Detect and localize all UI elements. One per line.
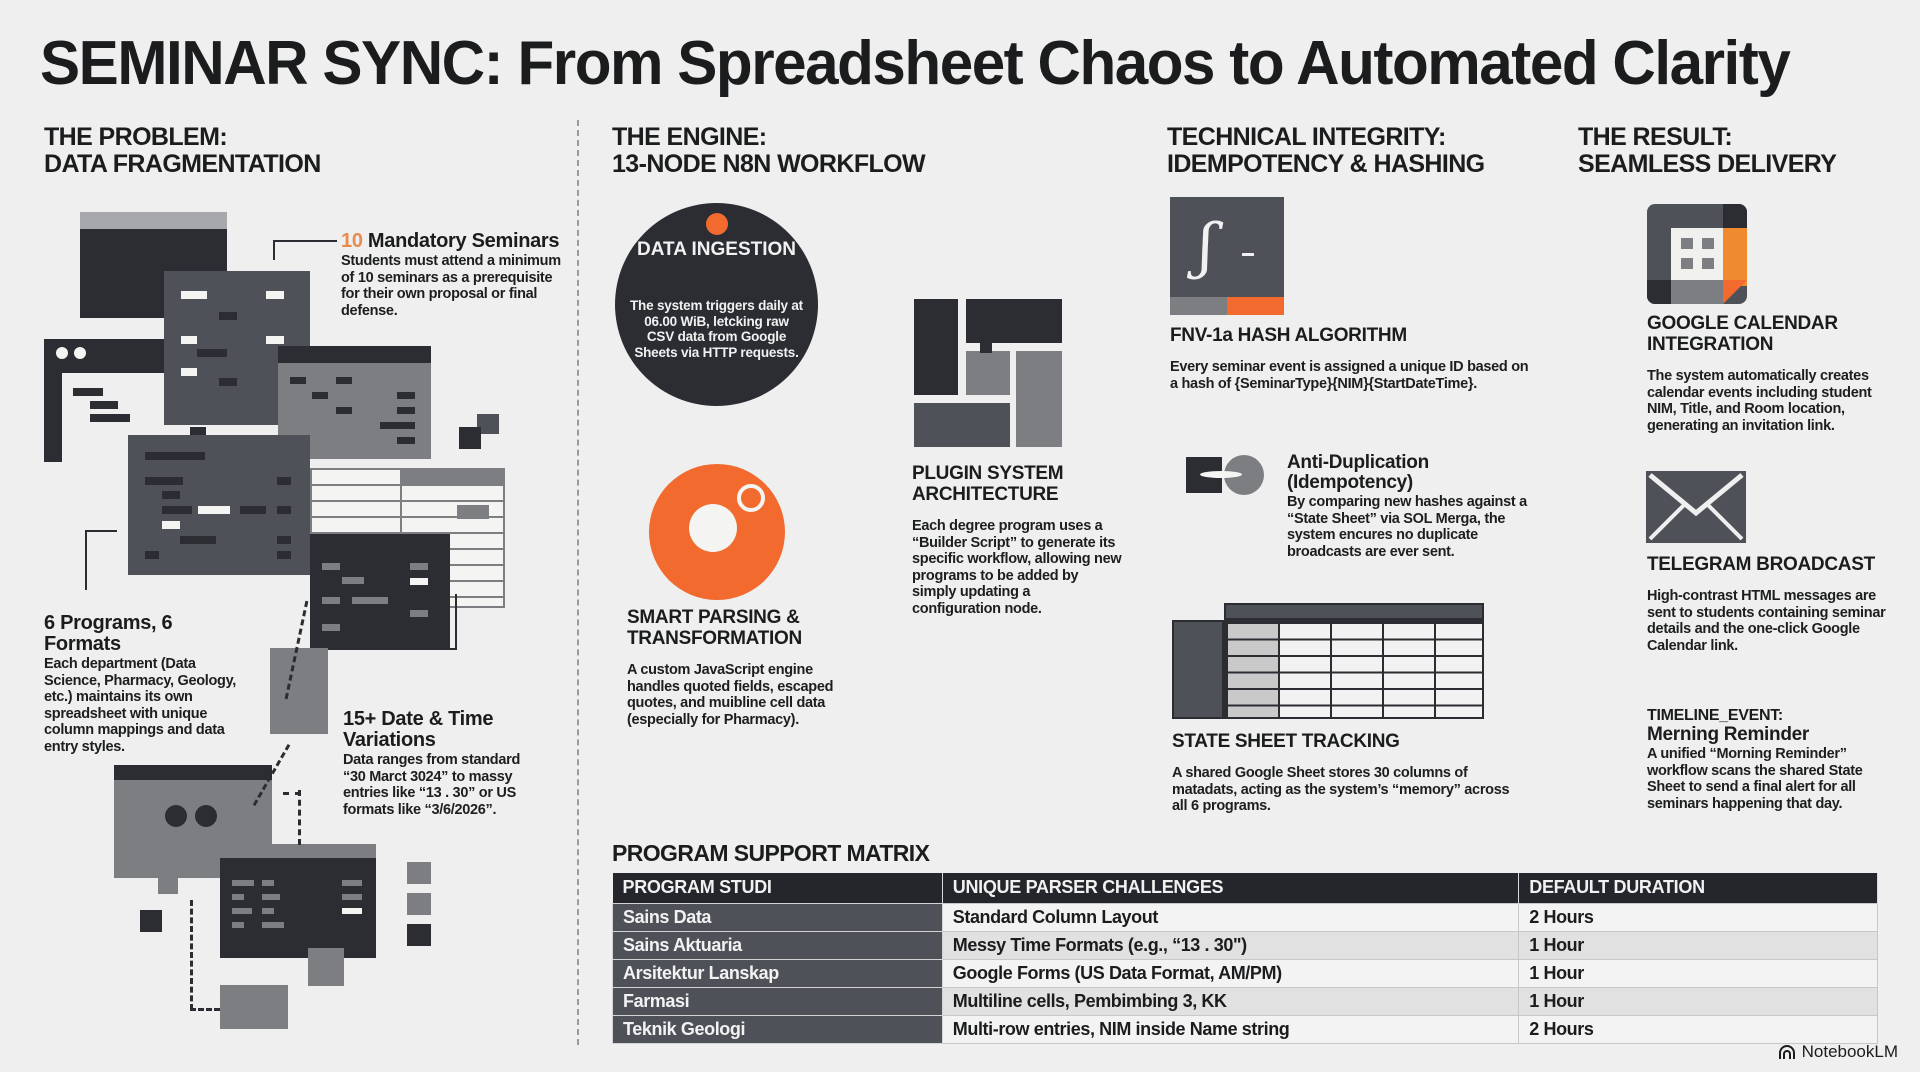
telegram-block [1647, 554, 1887, 654]
state-title: STATE SHEET TRACKING [1172, 731, 1400, 752]
duration-cell: 2 Hours [1519, 903, 1878, 931]
program-support-matrix [612, 873, 1878, 1044]
notebooklm-brand: NotebookLM [1778, 1042, 1898, 1062]
timeline-body: A unified “Morning Reminder” workflow scans the shared State Sheet to send a final alert for all seminars happening that day. [1647, 746, 1863, 812]
ingestion-body: The system triggers daily at 06.00 WiB, letcking raw CSV data from Google Sheets via HTTP requests. [630, 298, 803, 360]
date-variations-block [343, 709, 533, 818]
table-row [613, 903, 1878, 931]
program-cell: Sains Data [613, 903, 943, 931]
plugin-block [912, 463, 1122, 617]
plugin-title: PLUGIN SYSTEM ARCHITECTURE [912, 463, 1064, 505]
variations-body: Data ranges from standard “30 Marct 3024” to massy entries like “13 . 30” or US formats like “3/6/2026”. [343, 752, 521, 818]
problem-heading: THE PROBLEM: DATA FRAGMENTATION [44, 123, 321, 178]
anti-dup-title: Anti-Duplication (Idempotency) [1287, 452, 1429, 493]
ingestion-title: DATA INGESTION [636, 239, 797, 260]
challenge-cell: Google Forms (US Data Format, AM/PM) [942, 959, 1519, 987]
duration-cell: 2 Hours [1519, 1015, 1878, 1043]
telegram-title: TELEGRAM BROADCAST [1647, 554, 1875, 575]
column-header: UNIQUE PARSER CHALLENGES [942, 873, 1519, 903]
duration-cell: 1 Hour [1519, 959, 1878, 987]
telegram-body: High-contrast HTML messages are sent to students containing seminar details and the one-click Google Calendar link. [1647, 588, 1886, 654]
challenge-cell: Multi-row entries, NIM inside Name string [942, 1015, 1519, 1043]
program-cell: Teknik Geologi [613, 1015, 943, 1043]
mandatory-body: Students must attend a minimum of 10 seminars as a prerequisite for their own proposal or final defense. [341, 253, 561, 319]
plugin-body: Each degree program uses a “Builder Script” to generate its specific workflow, allowing new programs to be added by simply updating a configuration node. [912, 518, 1122, 617]
smart-parsing-icon [649, 464, 785, 600]
variations-title: 15+ Date & Time Variations [343, 708, 494, 751]
table-row [613, 987, 1878, 1015]
hash-block [1170, 325, 1530, 392]
state-body: A shared Google Sheet stores 30 columns of matadats, acting as the system’s “memory” across all 6 programs. [1172, 765, 1510, 814]
table-row [613, 959, 1878, 987]
duration-cell: 1 Hour [1519, 931, 1878, 959]
state-sheet-block [1172, 731, 1512, 815]
page-title: SEMINAR SYNC: From Spreadsheet Chaos to Automated Clarity [40, 29, 1790, 98]
program-cell: Arsitektur Lanskap [613, 959, 943, 987]
integrity-heading: TECHNICAL INTEGRITY: IDEMPOTENCY & HASHING [1167, 123, 1485, 178]
parsing-block [627, 607, 847, 728]
calendar-body: The system automatically creates calendar events including student NIM, Title, and Room location, generating an invitation link. [1647, 368, 1872, 434]
hash-title: FNV-1a HASH ALGORITHM [1170, 325, 1407, 346]
mandatory-count: 10 [341, 230, 363, 252]
spreadsheet-chaos-illustration [0, 0, 560, 1072]
column-header: DEFAULT DURATION [1519, 873, 1878, 903]
state-sheet-grid-icon [1172, 603, 1484, 719]
timeline-block [1647, 707, 1887, 812]
challenge-cell: Messy Time Formats (e.g., “13 . 30") [942, 931, 1519, 959]
duration-cell: 1 Hour [1519, 987, 1878, 1015]
program-cell: Farmasi [613, 987, 943, 1015]
programs-formats-block [44, 613, 244, 755]
timeline-label: TIMELINE_EVENT: [1647, 707, 1783, 724]
notebooklm-logo-icon [1778, 1044, 1796, 1060]
table-row [613, 931, 1878, 959]
parsing-body: A custom JavaScript engine handles quoted fields, escaped quotes, and muibline cell data (especially for Pharmacy). [627, 662, 834, 728]
data-ingestion-node [615, 203, 818, 406]
timeline-title: Merning Reminder [1647, 724, 1809, 745]
anti-dup-body: By comparing new hashes against a “State Sheet” via SOL Merga, the system encures no duplicate broadcasts are ever sent. [1287, 494, 1527, 560]
trigger-dot-icon [706, 213, 728, 235]
calendar-block [1647, 313, 1887, 434]
engine-heading: THE ENGINE: 13-NODE N8N WORKFLOW [612, 123, 926, 178]
result-heading: THE RESULT: SEAMLESS DELIVERY [1578, 123, 1837, 178]
matrix-title: PROGRAM SUPPORT MATRIX [612, 840, 930, 866]
column-header: PROGRAM STUDI [613, 873, 943, 903]
table-header-row [613, 873, 1878, 903]
challenge-cell: Multiline cells, Pembimbing 3, KK [942, 987, 1519, 1015]
mandatory-seminars-block: 10 Mandatory Seminars Students must attend a minimum of 10 seminars as a prerequisite for their own proposal or final defense. [341, 230, 561, 319]
program-cell: Sains Aktuaria [613, 931, 943, 959]
programs-body: Each department (Data Science, Pharmacy, Geology, etc.) maintains its own spreadsheet with unique column mappings and data entry styles. [44, 656, 237, 755]
column-divider [577, 120, 579, 1045]
hash-body: Every seminar event is assigned a unique ID based on a hash of {SeminarType}{NIM}{StartDateTime}. [1170, 359, 1529, 392]
anti-duplication-icon [1186, 455, 1266, 495]
plugin-blocks-icon [914, 299, 1064, 449]
google-calendar-icon [1647, 204, 1747, 304]
anti-duplication-block [1287, 453, 1527, 560]
table-row [613, 1015, 1878, 1043]
telegram-mail-icon [1646, 471, 1746, 543]
challenge-cell: Standard Column Layout [942, 903, 1519, 931]
hash-function-icon: ʃ [1170, 197, 1284, 315]
programs-title: 6 Programs, 6 Formats [44, 612, 173, 655]
parsing-title: SMART PARSING & TRANSFORMATION [627, 607, 802, 649]
calendar-title: GOOGLE CALENDAR INTEGRATION [1647, 313, 1838, 355]
